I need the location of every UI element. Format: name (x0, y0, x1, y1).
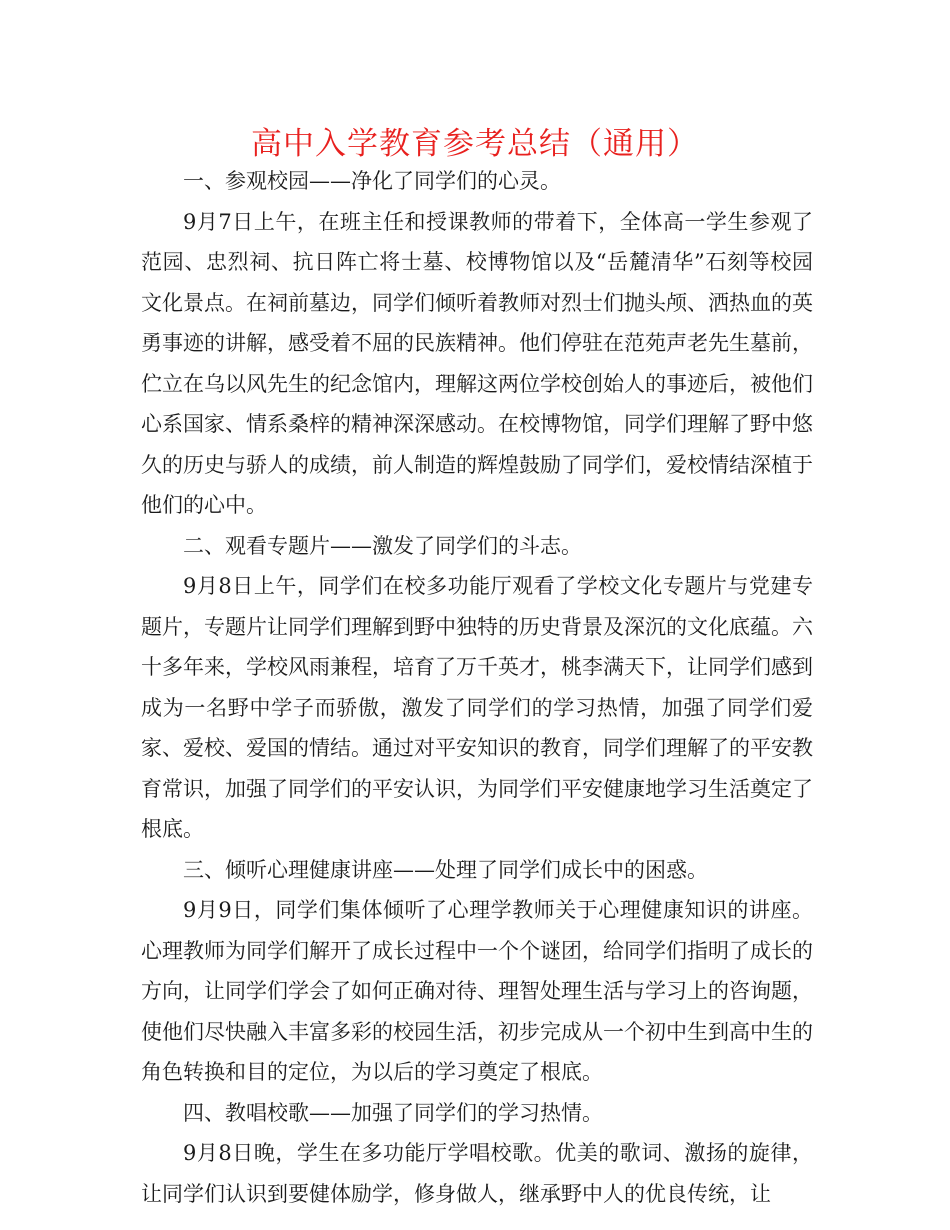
document-title: 高中入学教育参考总结（通用） (251, 126, 699, 162)
body-paragraph-2: 9月8日上午，同学们在校多功能厅观看了学校文化专题片与党建专题片，专题片让同学们理解到野中独特的历史背景及深沉的文化底蕴。六十多年来，学校风雨兼程，培育了万千英才，桃李满天下，让同学们感到成为一名野中学子而骄傲，激发了同学们的学习热情，加强了同学们爱家、爱校、爱国的情结。通过对平安知识的教育，同学们理解了的平安教育常识，加强了同学们的平安认识，为同学们平安健康地学习生活奠定了根底。 (141, 574, 813, 841)
section-heading-2: 二、观看专题片——激发了同学们的斗志。 (183, 533, 582, 558)
document-body (141, 161, 813, 1214)
body-paragraph-1: 9月7日上午，在班主任和授课教师的带着下，全体高一学生参观了范园、忠烈祠、抗日阵亡将士墓、校博物馆以及“岳麓清华”石刻等校园文化景点。在祠前墓边，同学们倾听着教师对烈士们抛头颅、洒热血的英勇事迹的讲解，感受着不屈的民族精神。他们停驻在范苑声老先生墓前，伫立在乌以风先生的纪念馆内，理解这两位学校创始人的事迹后，被他们心系国家、情系桑梓的精神深深感动。在校博物馆，同学们理解了野中悠久的历史与骄人的成绩，前人制造的辉煌鼓励了同学们，爱校情结深植于他们的心中。 (141, 209, 813, 517)
section-heading-4: 四、教唱校歌——加强了同学们的学习热情。 (183, 1100, 603, 1125)
body-paragraph-4: 9月8日晚，学生在多功能厅学唱校歌。优美的歌词、激扬的旋律，让同学们认识到要健体励学，修身做人，继承野中人的优良传统，让 (141, 1141, 813, 1206)
section-heading-1: 一、参观校园——净化了同学们的心灵。 (183, 169, 561, 193)
body-paragraph-3: 9月9日，同学们集体倾听了心理学教师关于心理健康知识的讲座。心理教师为同学们解开了成长过程中一个个谜团，给同学们指明了成长的方向，让同学们学会了如何正确对待、理智处理生活与学习上的咨询题，使他们尽快融入丰富多彩的校园生活，初步完成从一个初中生到高中生的角色转换和目的定位，为以后的学习奠定了根底。 (141, 898, 813, 1084)
section-heading-3: 三、倾听心理健康讲座——处理了同学们成长中的困惑。 (183, 857, 708, 882)
